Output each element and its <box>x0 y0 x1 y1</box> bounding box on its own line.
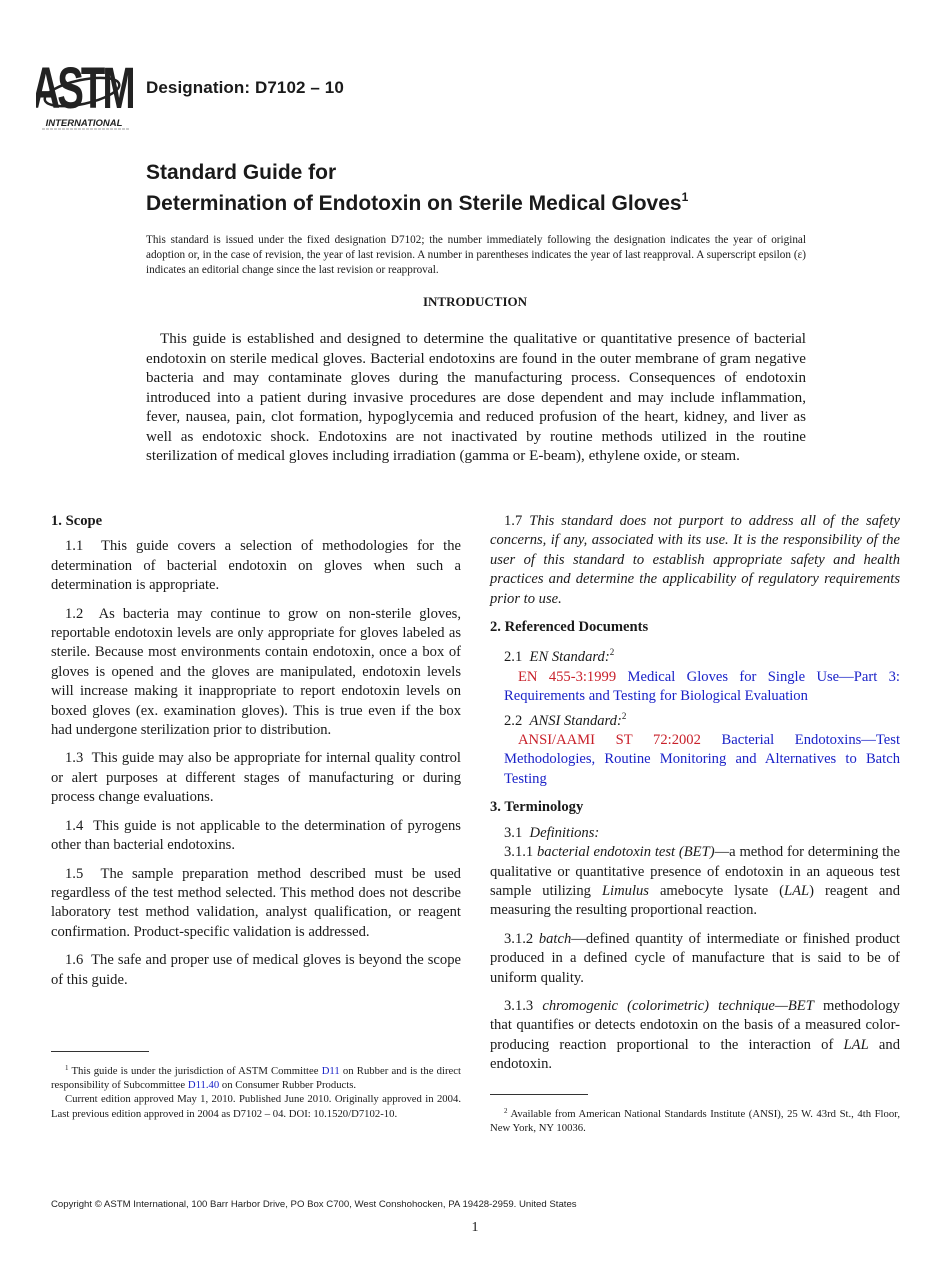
ref-title-link[interactable]: Bacterial Endotoxins—Test Methodologies, Routine Monitoring and Alternatives to Batch Testing <box>504 732 900 787</box>
reference-ansi-aami-st72[interactable] <box>490 731 900 789</box>
subcommittee-d11-40-link[interactable]: D11.40 <box>187 1079 220 1092</box>
left-column <box>51 512 461 999</box>
astm-international-logo <box>36 60 134 132</box>
ref-group-ansi: 2.2 ANSI Standard:$^2$ <box>504 710 627 729</box>
paragraph-1-2: 1.2 As bacteria may continue to grow on non-sterile gloves, reportable endotoxin levels are only appropriate for gloves labeled as sterile. Because most environments contain endotoxin, once a box of gloves is opened and the gloves are manipulated, endotoxin levels will increase making it inappropriate to report endotoxin levels on boxed gloves (ex. examination gloves). This is true even if the box had undergone sterilization prior to distribution. <box>51 605 461 739</box>
footnote-1: $^1$ This guide is under the jurisdiction of ASTM Committee D11 on Rubber and is the direct responsibility of Subcommittee D11.40 on Consumer Rubber Products. Current edition approved May 1, 2010. Published June 2010. Originally approved in 2004. Last previous edition approved in 2004 as D7102 – 04. DOI: 10.1520/D7102-10. <box>51 1064 461 1120</box>
section-heading-scope: 1. Scope <box>51 513 103 529</box>
section-heading-terminology: 3. Terminology <box>490 799 584 816</box>
page-number: 1 <box>471 1220 479 1235</box>
section-heading-referenced-documents: 2. Referenced Documents <box>490 619 649 636</box>
designation: Designation: D7102 – 10 <box>146 78 344 97</box>
title-line-2: Determination of Endotoxin on Sterile Medical Gloves$^1$ <box>146 190 689 215</box>
definition-3-1-3: 3.1.3 chromogenic (colorimetric) technique—BET methodology that quantifies or detects endotoxin on the basis of a measured color-producing reaction proportional to the interaction of LAL and endotoxin. <box>490 997 900 1073</box>
reference-en-455-3[interactable] <box>490 668 900 707</box>
paragraph-1-5: 1.5 The sample preparation method described must be used regardless of the test method selected. This method does not describe laboratory test method validation, analyst qualification, or reagent confirmation. Product-specific validation is addressed. <box>51 865 461 940</box>
svg-text:ASTM: ASTM <box>36 60 133 121</box>
footnote-ref-2[interactable]: 2 <box>621 710 627 721</box>
copyright-notice: Copyright © ASTM International, 100 Barr Harbor Drive, PO Box C700, West Conshohocken, PA 19428-2959. United States <box>51 1199 577 1210</box>
ref-group-en: 2.1 EN Standard:$^2$ <box>504 647 615 666</box>
definition-3-1-1: 3.1.1 bacterial endotoxin test (BET)—a method for determining the qualitative or quantitative presence of endotoxin in an aqueous test sample utilizing Limulus amebocyte lysate (LAL) reagent and measuring the resulting proportional reaction. <box>490 844 900 919</box>
document-title <box>146 160 688 216</box>
paragraph-1-1: 1.1 This guide covers a selection of methodologies for the determination of bacterial endotoxin on gloves when such a determination is appropriate. <box>51 538 461 594</box>
footnote-ref-1[interactable]: 1 <box>681 190 689 204</box>
right-column <box>490 512 900 1084</box>
introduction-text: This guide is established and designed to determine the qualitative or quantitative presence of bacterial endotoxin on sterile medical gloves. Bacterial endotoxins are found in the outer membrane of gram negative bacteria and may contaminate gloves during the manufacturing process. Consequences of endotoxin introduced into a patient during invasive procedures are dose dependent and may include inflammation, fever, nausea, pain, clot formation, hypoglycemia and reduced profusion of the heart, kidney, and liver as well as endotoxic shock. Endotoxins are not inactivated by routine methods utilized in the routine sterilization of medical gloves including irradiation (gamma or E-beam), ethylene oxide, or steam. <box>146 331 806 464</box>
issuance-notice: This standard is issued under the fixed designation D7102; the number immediately following the designation indicates the year of original adoption or, in the case of revision, the year of last revision. A number in parentheses indicates the year of last reapproval. A superscript epsilon (ε) indicates an editorial change since the last revision or reapproval. <box>146 234 806 277</box>
footnote-divider <box>490 1094 588 1095</box>
footnote-ref-2[interactable]: 2 <box>609 647 615 658</box>
footnote-2: $^2$ Available from American National Standards Institute (ANSI), 25 W. 43rd St., 4th Floor, New York, NY 10036. <box>490 1107 900 1135</box>
svg-text:INTERNATIONAL: INTERNATIONAL <box>45 118 123 129</box>
paragraph-1-6: 1.6 The safe and proper use of medical gloves is beyond the scope of this guide. <box>51 952 461 988</box>
paragraph-1-7: 1.7 This standard does not purport to address all of the safety concerns, if any, associated with its use. It is the responsibility of the user of this standard to establish appropriate safety and health practices and determine the applicability of regulatory requirements prior to use. <box>490 513 900 607</box>
ref-code-link[interactable]: EN 455-3:1999 <box>518 668 617 685</box>
paragraph-1-3: 1.3 This guide may also be appropriate for internal quality control or alert purposes at different stages of manufacturing or during process change evaluations. <box>51 750 461 806</box>
committee-d11-link[interactable]: D11 <box>321 1065 340 1077</box>
definitions-label: 3.1 Definitions: <box>504 824 600 841</box>
astm-logo-icon <box>36 60 134 132</box>
ref-title-link[interactable]: Medical Gloves for Single Use—Part 3: Requirements and Testing for Biological Evaluation <box>504 668 900 705</box>
introduction-heading: INTRODUCTION <box>422 294 527 309</box>
title-line-1: Standard Guide for <box>146 161 337 184</box>
paragraph-1-4: 1.4 This guide is not applicable to the determination of pyrogens other than bacterial endotoxins. <box>51 817 461 854</box>
footnote-divider <box>51 1051 149 1052</box>
definition-3-1-2: 3.1.2 batch—defined quantity of intermediate or finished product produced in a defined cycle of manufacture that is said to be of uniform quality. <box>490 930 900 986</box>
ref-code-link[interactable]: ANSI/AAMI ST 72:2002 <box>518 732 701 749</box>
